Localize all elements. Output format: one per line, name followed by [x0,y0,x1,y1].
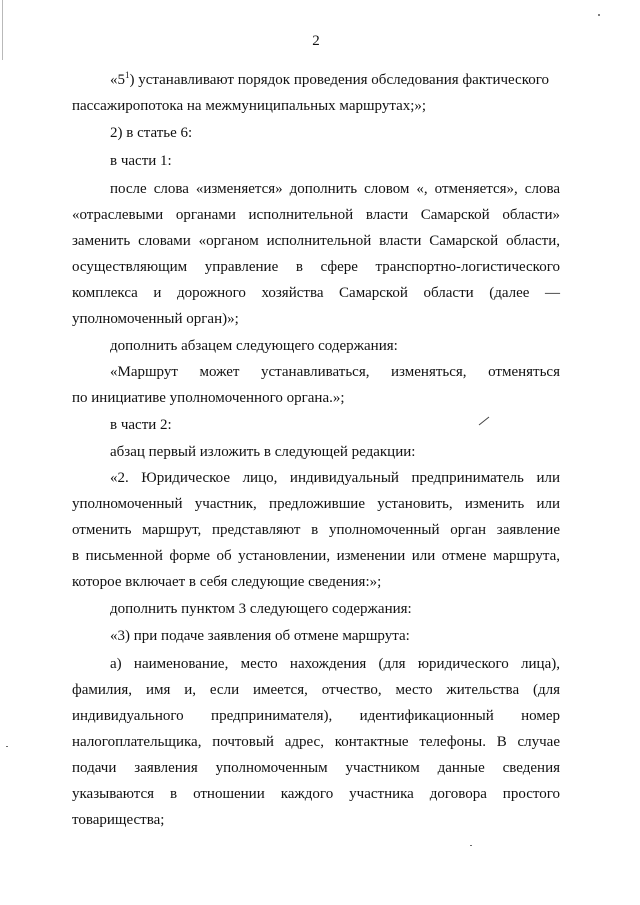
page-number: 2 [312,33,320,49]
text-line: в части 2: [110,417,172,433]
text-line: налогоплательщика, почтовый адрес, контактные телефоны. В случае [72,734,560,750]
text-line: товарищества; [72,812,165,828]
text-line: подачи заявления уполномоченным участником данные сведения [72,760,560,776]
text-line: в части 1: [110,153,172,169]
text-line: индивидуального предпринимателя), идентификационный номер [72,708,560,724]
scan-speck [470,845,472,846]
text-line: в письменной форме об установлении, изменении или отмене маршрута, [72,548,560,564]
text-line: указываются в отношении каждого участника договора простого [72,786,560,802]
text-line: комплекса и дорожного хозяйства Самарской области (далее — [72,285,560,301]
text-line: которое включает в себя следующие сведения:»; [72,574,382,590]
text-line: уполномоченный орган)»; [72,311,239,327]
text-line: заменить словами «органом исполнительной власти Самарской области, [72,233,560,249]
scan-speck [6,746,8,747]
text-line: по инициативе уполномоченного органа.»; [72,390,345,406]
text-line: дополнить пунктом 3 следующего содержания: [110,601,412,617]
text-line: «Маршрут может устанавливаться, изменяться, отменяться [110,364,560,380]
text-line: осуществляющим управление в сфере транспортно-логистического [72,259,560,275]
text-line: «2. Юридическое лицо, индивидуальный предприниматель или [110,470,560,486]
page-edge-shadow [2,0,3,60]
text-line: «отраслевыми органами исполнительной власти Самарской области» [72,207,560,223]
text-line: абзац первый изложить в следующей редакции: [110,444,416,460]
text-line: дополнить абзацем следующего содержания: [110,338,398,354]
scan-speck [598,14,600,16]
text-line: пассажиропотока на межмуниципальных маршрутах;»; [72,98,427,114]
text-line: «3) при подаче заявления об отмене маршрута: [110,628,410,644]
text-line: «$5^1$) устанавливают порядок проведения обследования фактического [110,70,550,88]
superscript: 1 [125,70,130,80]
text-line: а) наименование, место нахождения (для юридического лица), [110,656,560,672]
text-line: после слова «изменяется» дополнить словом «, отменяется», слова [110,181,560,197]
text-line: отменить маршрут, представляют в уполномоченный орган заявление [72,522,560,538]
text-line: фамилия, имя и, если имеется, отчество, место жительства (для [72,682,560,698]
text-line: 2) в статье 6: [110,125,193,141]
text-line: уполномоченный участник, предложившие установить, изменить или [72,496,560,512]
